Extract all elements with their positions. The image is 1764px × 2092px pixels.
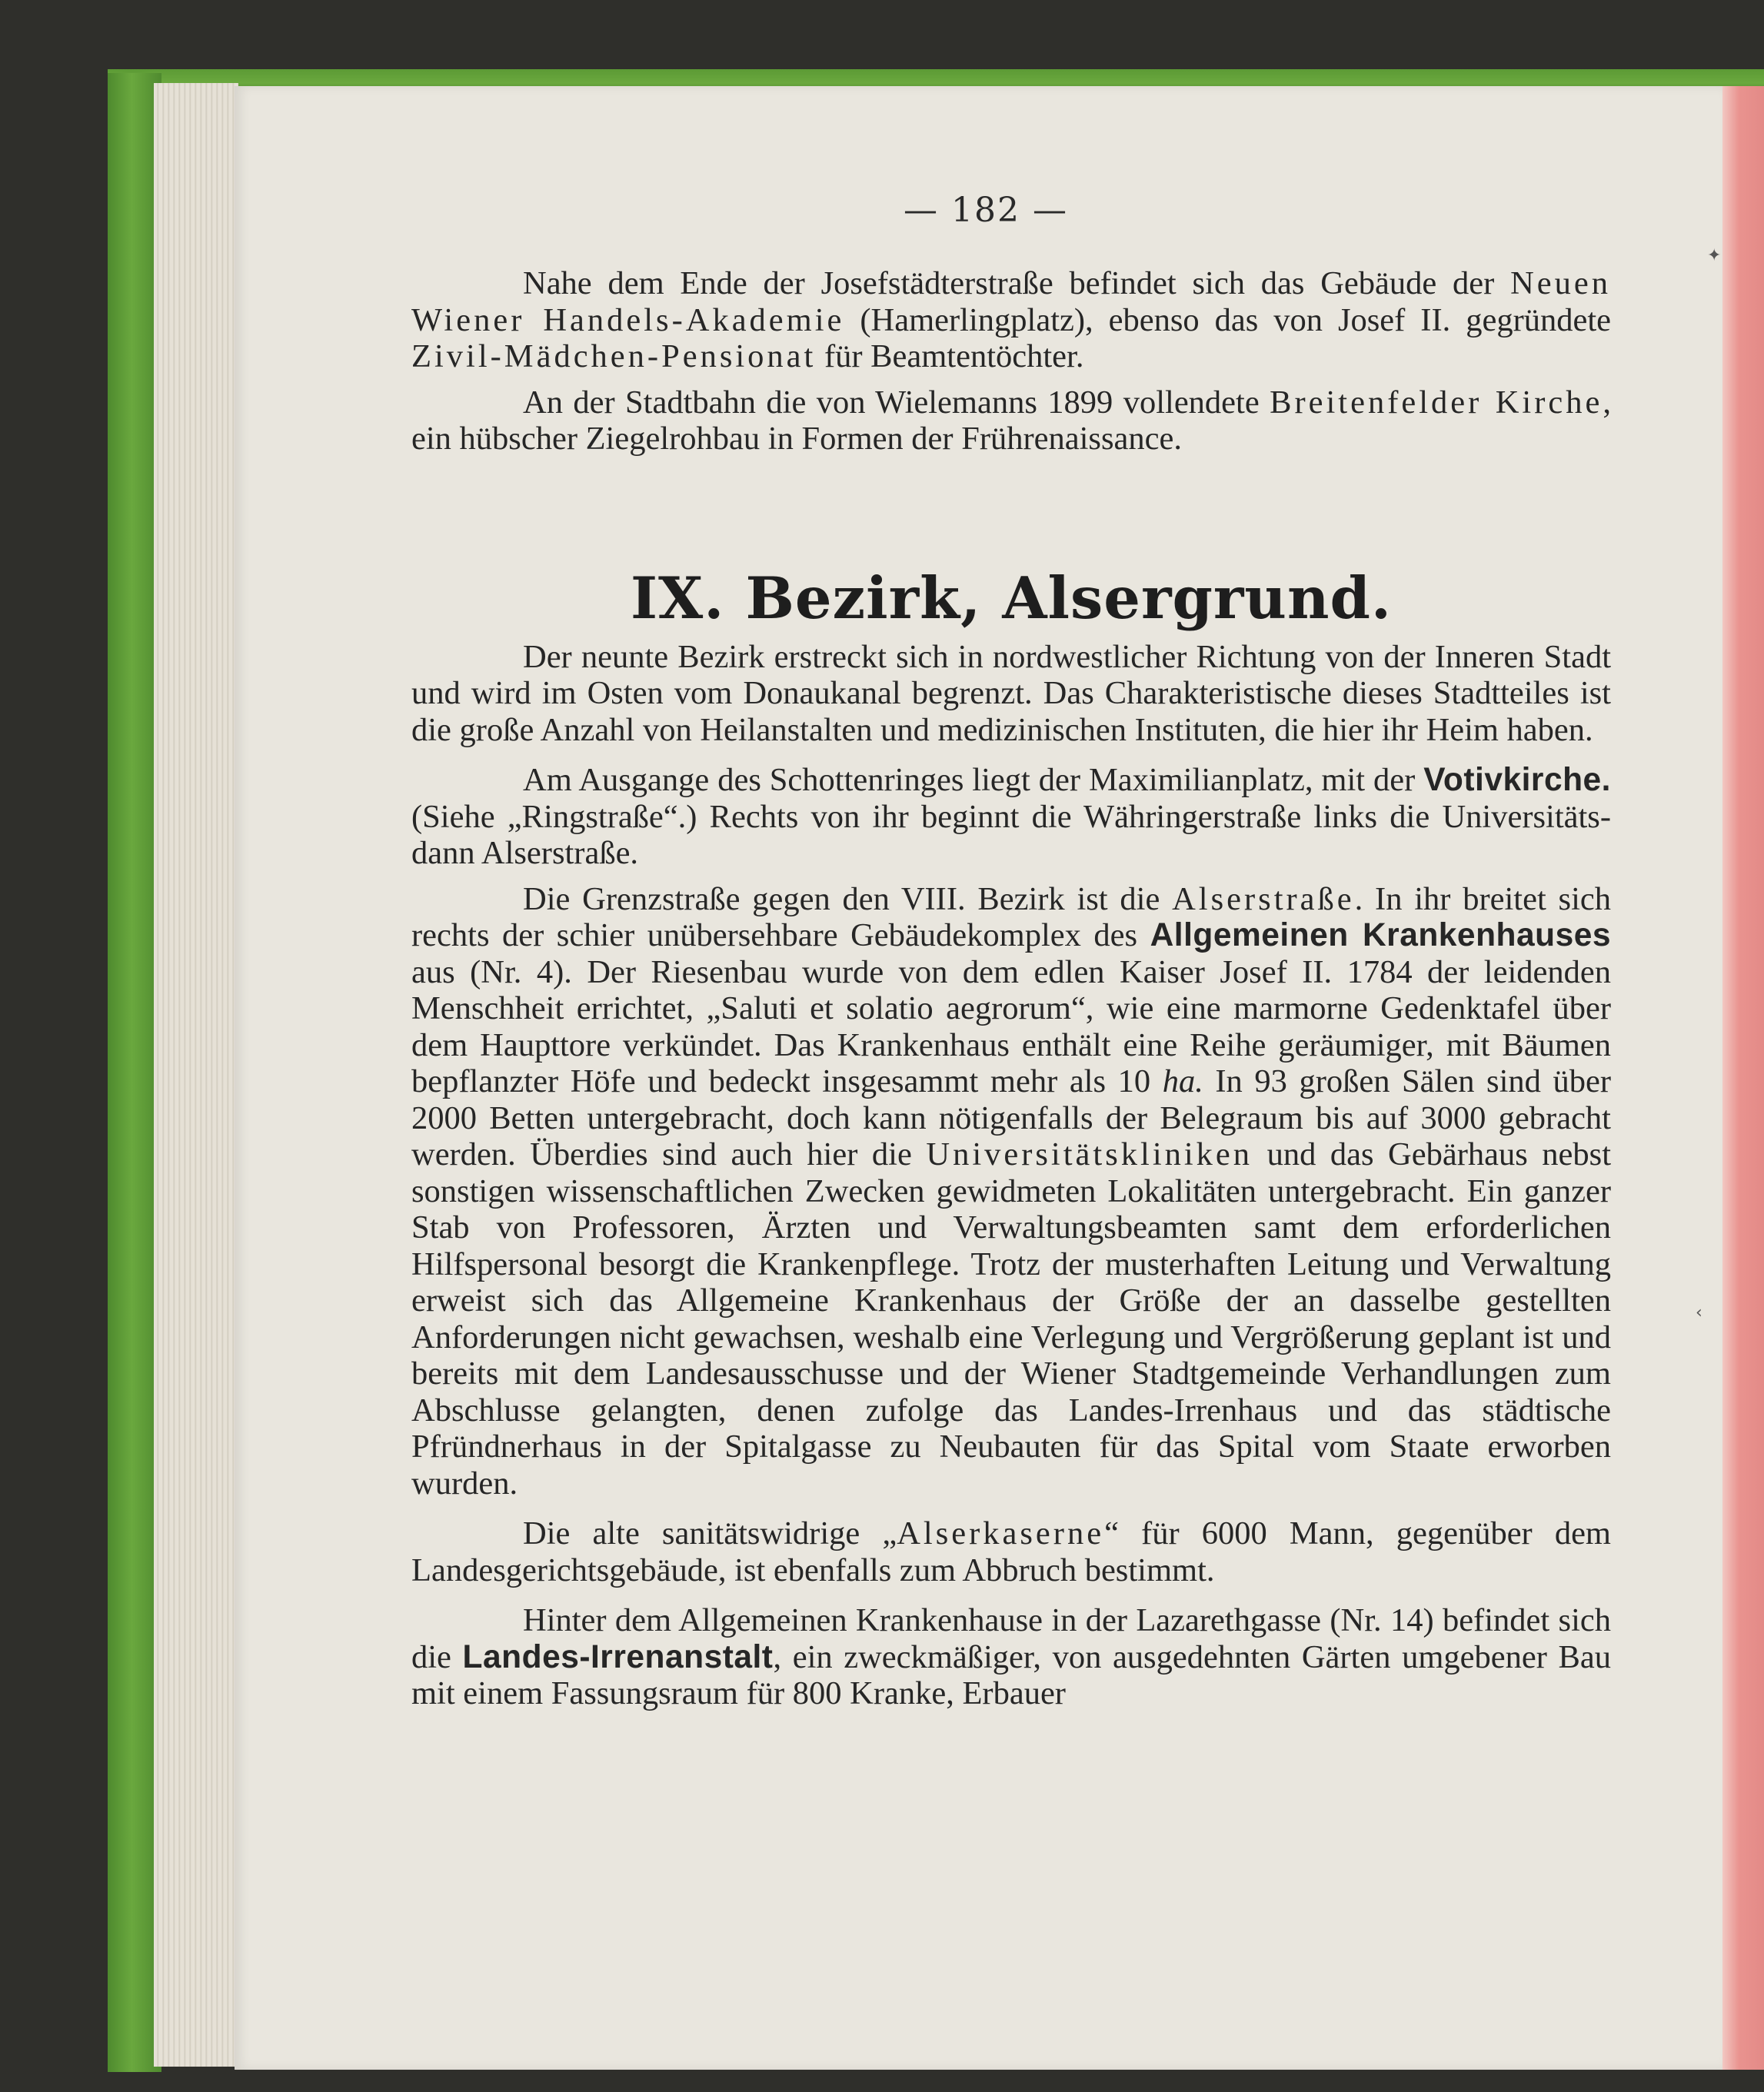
text-run: , ein hübscher Ziegelrohbau in Formen der Frührenaissance.	[411, 384, 1611, 457]
page-edges-stack	[154, 83, 238, 2067]
text-run: Am Ausgange des Schottenringes liegt der Maximilianplatz, mit der	[523, 762, 1424, 798]
bold-name: Votivkirche.	[1423, 762, 1611, 798]
spaced-name: Breitenfelder Kirche	[1270, 384, 1603, 421]
paragraph	[411, 265, 1611, 375]
paragraph	[411, 1515, 1611, 1588]
text-run: für Beamtentöchter.	[816, 338, 1084, 374]
text-run: , ein zweckmäßiger, von ausgedehnten Gärten umgebener Bau mit einem Fassungsraum für 800 Kranke, Erbauer	[411, 1638, 1611, 1711]
spaced-name: Universitätskliniken	[926, 1136, 1253, 1172]
margin-mark: ‹	[1696, 1303, 1702, 1322]
paragraph	[411, 384, 1611, 457]
text-run: aus (Nr. 4). Der Riesenbau wurde von dem edlen Kaiser Josef II. 1784 der leidenden Menschheit errichtet, „Saluti et solatio aegrorum“, wie eine marmorne Gedenktafel über dem Haupttore verkündet. Das Krankenhaus enthält eine Reihe geräumiger, mit Bäumen bepflanzter Höfe und bedeckt insgesammt mehr als 10	[411, 953, 1611, 1099]
page-number: — 182 —	[904, 191, 1068, 230]
italic-unit: ha.	[1162, 1063, 1203, 1099]
paragraph: Der neunte Bezirk erstreckt sich in nordwestlicher Richtung von der Inneren Stadt und wird im Osten vom Donaukanal begrenzt. Das Charakteristische dieses Stadtteiles ist die große Anzahl von Heilanstalten und medizinischen Instituten, die hier ihr Heim haben.	[411, 638, 1611, 748]
spaced-name: Zivil-Mädchen-Pensionat	[411, 338, 817, 374]
text-run: Hinter dem Allgemeinen Krankenhause in der Lazarethgasse (Nr. 14) befindet sich die	[411, 1602, 1611, 1675]
spaced-name: Alserkaserne	[897, 1515, 1105, 1552]
margin-mark: ✦	[1707, 246, 1722, 265]
bold-name: Allgemeinen Krankenhauses	[1150, 917, 1611, 953]
spaced-name: Alserstraße	[1172, 880, 1355, 917]
paragraph	[411, 881, 1611, 1502]
paragraph	[411, 1602, 1611, 1712]
body-text	[411, 265, 1611, 1712]
text-run: Die alte sanitätswidrige „	[523, 1515, 897, 1552]
bold-name: Landes-Irrenanstalt	[462, 1638, 774, 1675]
text-run: . In ihr breitet sich rechts der schier unübersehbare Gebäudekomplex des	[411, 880, 1611, 953]
paragraph	[411, 762, 1611, 872]
spaced-name: Neuen Wiener Handels-Akademie	[411, 265, 1611, 338]
red-page-edge	[1722, 86, 1764, 2070]
text-run: und das Gebärhaus nebst sonstigen wissenschaftlichen Zwecken gewidmeten Lokalitäten untergebracht. Ein ganzer Stab von Professoren, Ärzten und Verwaltungsbeamten samt dem erforderlichen Hilfspersonal besorgt die Krankenpflege. Trotz der musterhaften Leitung und Verwaltung erweist sich das Allgemeine Krankenhaus der Größe der an dasselbe gestellten Anforderungen nicht gewachsen, weshalb eine Verlegung und Vergrößerung geplant ist und bereits mit dem Landesausschusse und der Wiener Stadtgemeinde Verhandlungen zum Abschlusse gelangten, denen zufolge das Landes-Irrenhaus und das städtische Pfründnerhaus in der Spitalgasse zu Neubauten für das Spital vom Staate erworben wurden.	[411, 1136, 1612, 1502]
section-heading: IX. Bezirk, Alsergrund.	[630, 564, 1393, 632]
text-run: In 93 großen Sälen sind über 2000 Betten untergebracht, doch kann nötigenfalls der Belegraum bis auf 3000 gebracht werden. Überdies sind auch hier die	[411, 1063, 1611, 1172]
text-run: (Hamerlingplatz), ebenso das von Josef II. gegründete	[844, 301, 1612, 338]
text-run: An der Stadtbahn die von Wielemanns 1899 vollendete	[523, 384, 1270, 421]
text-run: Nahe dem Ende der Josefstädterstraße befindet sich das Gebäude der	[523, 265, 1511, 301]
text-run: “ für 6000 Mann, gegenüber dem Landesgerichtsgebäude, ist ebenfalls zum Abbruch bestimmt.	[411, 1515, 1611, 1588]
text-run: Die Grenzstraße gegen den VIII. Bezirk ist die	[523, 880, 1173, 917]
text-run: (Siehe „Ringstraße“.) Rechts von ihr beginnt die Währingerstraße links die Universitäts- dann Alserstraße.	[411, 798, 1611, 871]
